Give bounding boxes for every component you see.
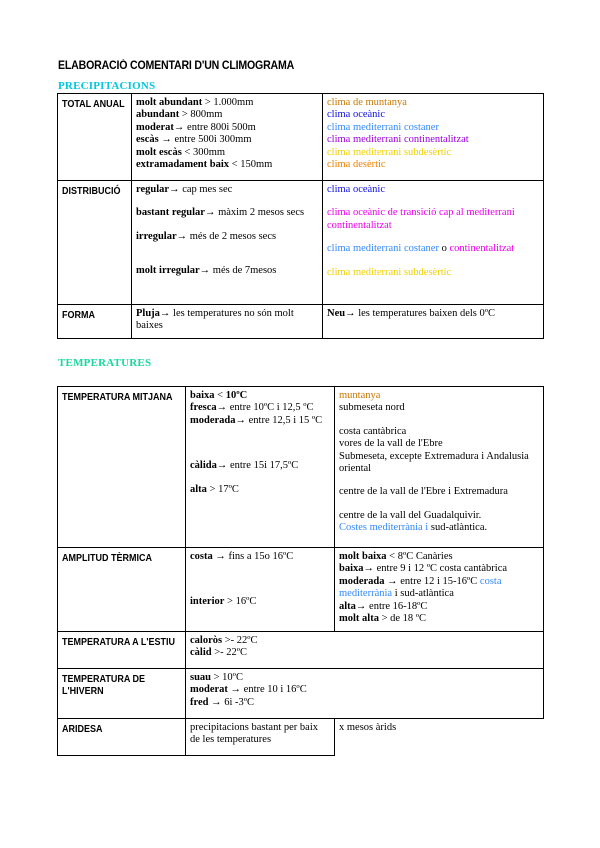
hivern-criteria: suau > 10ºC moderat → entre 10 i 16ºC fred → 6i -3ºC — [186, 669, 544, 719]
precipitation-table — [57, 93, 544, 339]
aridesa-value: x mesos àrids — [335, 719, 544, 756]
table-row — [58, 632, 544, 669]
dist-climates: clima oceànic clima oceànic de transició cap al mediterrani continentalitzat clima mediterrani costaner o continentalitzat clima mediterrani subdesèrtic — [323, 181, 544, 305]
mitjana-regions: muntanya submeseta nord costa cantàbrica vores de la vall de l'Ebre Submeseta, excepte Extremadura i Andalusia oriental centre de la vall de l'Ebre i Extremadura centre de la vall del Guadalquivir. Costes mediterrània i sud-atlàntica. — [335, 387, 544, 548]
row-label: ARIDESA — [58, 719, 186, 756]
mitjana-criteria: baixa < 10ºC fresca→ entre 10ºC i 12,5 ºC moderada→ entre 12,5 i 15 ºC càlida→ entre 15i 17,5ºC alta > 17ºC — [186, 387, 335, 548]
table-row — [58, 719, 544, 756]
dist-criteria: regular→ cap mes sec bastant regular→ màxim 2 mesos secs irregular→ més de 2 mesos secs molt irregular→ més de 7mesos — [132, 181, 323, 305]
forma-snow: Neu→ les temperatures baixen dels 0ºC — [323, 305, 544, 339]
amplitud-regions: molt baixa < 8ºC Canàries baixa→ entre 9 i 12 ºC costa cantàbrica moderada → entre 12 i 15-16ºC costa mediterrània i sud-atlàntica alta→ entre 16-18ºC molt alta > de 18 ºC — [335, 548, 544, 632]
document-title: ELABORACIÓ COMENTARI D'UN CLIMOGRAMA — [58, 60, 295, 72]
row-label: TOTAL ANUAL — [58, 94, 132, 181]
aridesa-criteria: precipitacions bastant per baix de les temperatures — [186, 719, 335, 756]
row-label: TEMPERATURA DE L'HIVERN — [58, 669, 186, 719]
row-label: TEMPERATURA MITJANA — [58, 387, 186, 548]
row-label: AMPLITUD TÈRMICA — [58, 548, 186, 632]
total-climates: clima de muntanya clima oceànic clima mediterrani costaner clima mediterrani continentalitzat clima mediterrani subdesèrtic clima desèrtic — [323, 94, 544, 181]
amplitud-criteria: costa → fins a 15o 16ºC interior > 16ºC — [186, 548, 335, 632]
table-row — [58, 669, 544, 719]
table-row — [58, 181, 544, 305]
forma-rain: Pluja→ les temperatures no són molt baixes — [132, 305, 323, 339]
table-row — [58, 94, 544, 181]
row-label: FORMA — [58, 305, 132, 339]
table-row — [58, 305, 544, 339]
row-label: DISTRIBUCIÓ — [58, 181, 132, 305]
total-criteria: molt abundant > 1.000mm abundant > 800mm moderat→ entre 800i 500m escàs → entre 500i 300mm molt escàs < 300mm extramadament baix < 150mm — [132, 94, 323, 181]
estiu-criteria: caloròs >- 22ºC càlid >- 22ºC — [186, 632, 544, 669]
temperatures-heading: TEMPERATURES — [58, 357, 152, 369]
table-row — [58, 387, 544, 548]
precipitacions-heading: PRECIPITACIONS — [58, 80, 156, 92]
table-row — [58, 548, 544, 632]
temperature-table — [57, 386, 544, 756]
row-label: TEMPERATURA A L'ESTIU — [58, 632, 186, 669]
